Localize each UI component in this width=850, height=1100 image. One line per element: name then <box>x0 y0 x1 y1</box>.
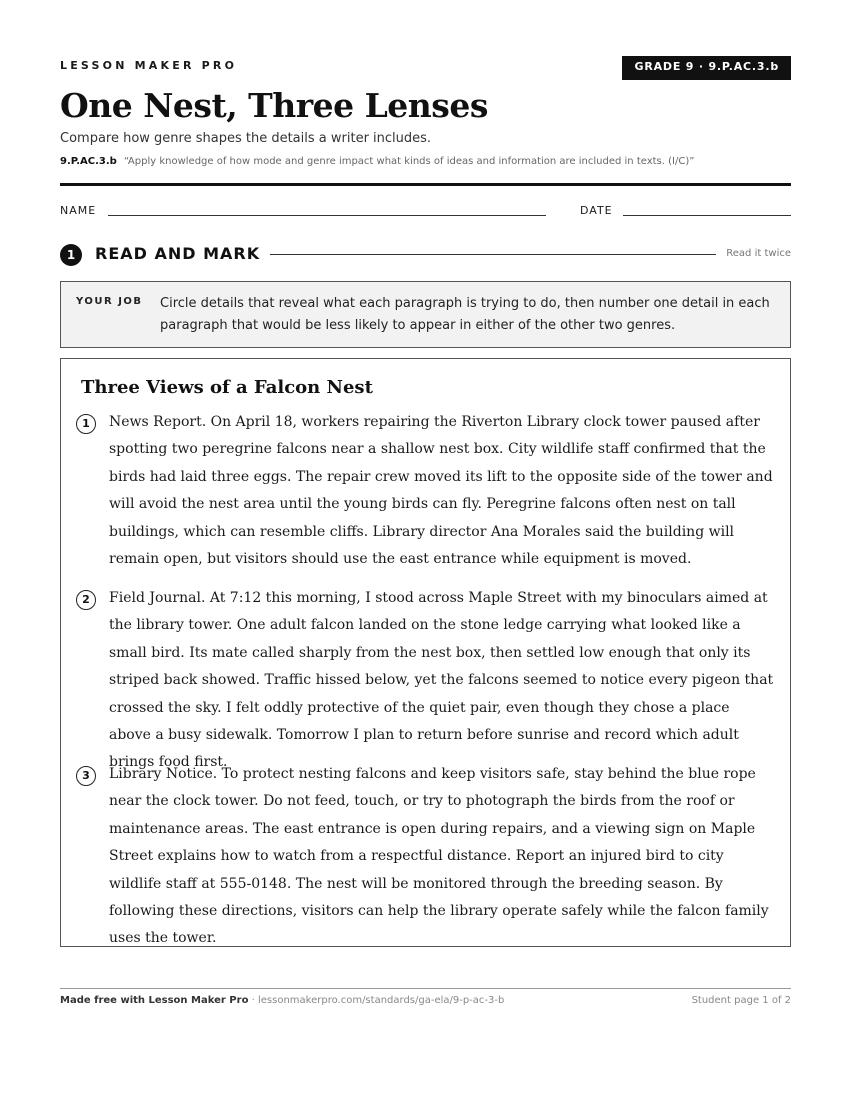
name-label: NAME <box>60 204 97 217</box>
standard-line <box>60 156 694 167</box>
name-date-row <box>60 204 791 220</box>
paragraph-number: 1 <box>76 414 96 434</box>
date-field[interactable] <box>623 215 791 216</box>
job-instructions-box <box>60 281 791 348</box>
footer-url[interactable]: · lessonmakerpro.com/standards/ga-ela/9-p-ac-3-b <box>248 995 505 1006</box>
section-number-badge: 1 <box>60 244 82 266</box>
reading-title: Three Views of a Falcon Nest <box>81 377 373 398</box>
section-rule <box>270 254 716 255</box>
date-label: DATE <box>580 204 613 217</box>
job-label: YOUR JOB <box>76 296 143 307</box>
paragraph-text: Field Journal. At 7:12 this morning, I stood across Maple Street with my binoculars aimed at the library tower. One adult falcon landed on the stone ledge carrying what looked like a small bird. Its mate called sharply from the nest box, then settled low enough that only its striped back showed. Traffic hissed below, yet the falcons seemed to notice every pigeon that crossed the sky. I felt oddly protective of the quiet pair, even though they chose a place above a busy sidewalk. Tomorrow I plan to return before sunrise and record which adult brings food first. <box>109 590 774 771</box>
standard-text: “Apply knowledge of how mode and genre impact what kinds of ideas and information are included in texts. (I/C)” <box>124 156 695 167</box>
page-title: One Nest, Three Lenses <box>60 86 488 125</box>
section-note: Read it twice <box>726 248 791 259</box>
grade-badge: GRADE 9 · 9.P.AC.3.b <box>622 56 791 80</box>
paragraph-text: News Report. On April 18, workers repairing the Riverton Library clock tower paused after spotting two peregrine falcons near a shallow nest box. City wildlife staff confirmed that the birds had laid three eggs. The repair crew moved its lift to the opposite side of the tower and will avoid the nest area until the young birds can fly. Peregrine falcons often nest on tall buildings, which can resemble cliffs. Library director Ana Morales said the building will remain open, but visitors should use the east entrance while equipment is moved. <box>109 414 773 568</box>
worksheet-page <box>60 0 791 1100</box>
page-subtitle: Compare how genre shapes the details a writer includes. <box>60 131 432 146</box>
standard-code: 9.P.AC.3.b <box>60 156 117 167</box>
paragraph-number: 2 <box>76 590 96 610</box>
name-field[interactable] <box>108 215 546 216</box>
section-title: READ AND MARK <box>95 244 261 263</box>
job-text: Circle details that reveal what each paragraph is trying to do, then number one detail in each paragraph that would be less likely to appear in either of the other two genres. <box>160 296 770 333</box>
footer-credit <box>60 995 504 1006</box>
footer-made-with: Made free with Lesson Maker Pro <box>60 995 249 1006</box>
paragraph-text: Library Notice. To protect nesting falcons and keep visitors safe, stay behind the blue rope near the clock tower. Do not feed, touch, or try to photograph the birds from the roof or maintenance areas. The east entrance is open during repairs, and a viewing sign on Maple Street explains how to watch from a respectful distance. Report an injured bird to city wildlife staff at 555-0148. The nest will be monitored through the breeding season. By following these directions, visitors can help the library operate safely while the falcon family uses the tower. <box>109 766 769 947</box>
paragraph-number: 3 <box>76 766 96 786</box>
header-top <box>60 56 791 80</box>
section-header <box>60 242 791 268</box>
reading-passage-box <box>60 358 791 947</box>
footer-divider <box>60 988 791 989</box>
header-divider <box>60 183 791 186</box>
footer-page-number: Student page 1 of 2 <box>691 995 791 1006</box>
brand-name: LESSON MAKER PRO <box>60 59 238 72</box>
